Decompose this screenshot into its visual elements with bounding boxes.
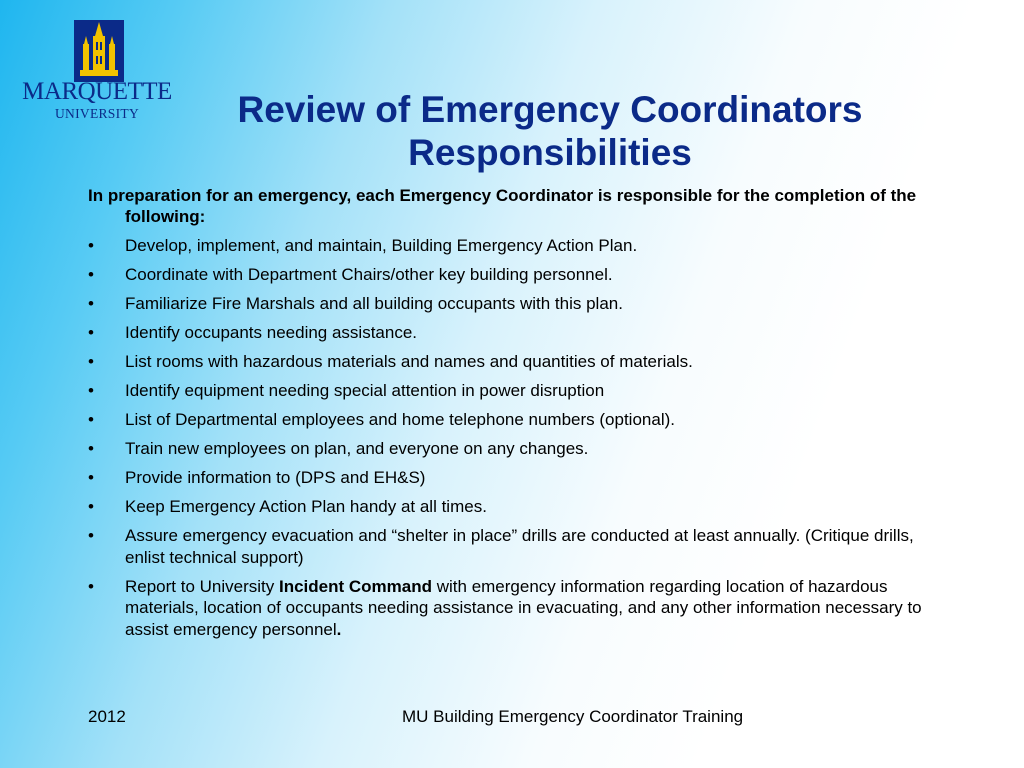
slide-body <box>88 185 958 648</box>
bullet-item <box>88 293 958 315</box>
bullet-text-before: Report to University <box>125 576 279 596</box>
bullet-text: Train new employees on plan, and everyone on any changes. <box>125 439 589 458</box>
footer-title: MU Building Emergency Coordinator Training <box>402 707 744 726</box>
bullet-text: List of Departmental employees and home telephone numbers (optional). <box>125 410 675 429</box>
bullet-item <box>88 322 958 344</box>
bullet-item <box>88 496 958 518</box>
bullet-glyph: • <box>88 576 94 596</box>
bullet-glyph: • <box>88 236 94 255</box>
incident-command-emphasis: Incident Command <box>279 576 433 596</box>
bullet-text: Identify occupants needing assistance. <box>125 323 418 342</box>
bullet-text: Identify equipment needing special attention in power disruption <box>125 381 605 400</box>
bullet-text: Familiarize Fire Marshals and all building occupants with this plan. <box>125 294 623 313</box>
bullet-item <box>88 351 958 373</box>
tower-crest-icon <box>74 16 124 82</box>
bullet-glyph: • <box>88 352 94 371</box>
bullet-item-report <box>88 576 958 641</box>
slide-title: Review of Emergency Coordinators Responsibilities <box>237 89 863 173</box>
bullet-glyph: • <box>88 323 94 342</box>
bullet-item <box>88 380 958 402</box>
bullet-list <box>88 235 958 640</box>
logo-wordmark: MARQUETTE <box>22 78 172 105</box>
bullet-item <box>88 235 958 257</box>
bullet-text: Assure emergency evacuation and “shelter in place” drills are conducted at least annually. (Critique drills, enlist technical support) <box>125 526 914 567</box>
bullet-item <box>88 467 958 489</box>
bullet-text: Develop, implement, and maintain, Building Emergency Action Plan. <box>125 236 638 255</box>
bullet-text-after: with emergency information regarding location of hazardous materials, location of occupants needing assistance in evacuating, and any other information necessary to assist emergency personnel <box>125 576 922 639</box>
bullet-glyph: • <box>88 410 94 429</box>
bullet-glyph: • <box>88 265 94 284</box>
intro-text: In preparation for an emergency, each Emergency Coordinator is responsible for the completion of the following: <box>88 186 917 226</box>
bullet-glyph: • <box>88 294 94 313</box>
bullet-glyph: • <box>88 381 94 400</box>
footer-year: 2012 <box>88 707 126 726</box>
bullet-item <box>88 438 958 460</box>
bullet-glyph: • <box>88 497 94 516</box>
bullet-text: Provide information to (DPS and EH&S) <box>125 468 426 487</box>
bullet-item <box>88 525 958 568</box>
bullet-glyph: • <box>88 468 94 487</box>
bullet-text: Coordinate with Department Chairs/other key building personnel. <box>125 265 613 284</box>
bullet-text-end: . <box>336 619 342 639</box>
bullet-glyph: • <box>88 526 94 545</box>
bullet-item <box>88 409 958 431</box>
bullet-item <box>88 264 958 286</box>
logo-subtitle: UNIVERSITY <box>55 106 139 121</box>
bullet-text: List rooms with hazardous materials and names and quantities of materials. <box>125 352 693 371</box>
bullet-text: Keep Emergency Action Plan handy at all times. <box>125 497 487 516</box>
bullet-glyph: • <box>88 439 94 458</box>
